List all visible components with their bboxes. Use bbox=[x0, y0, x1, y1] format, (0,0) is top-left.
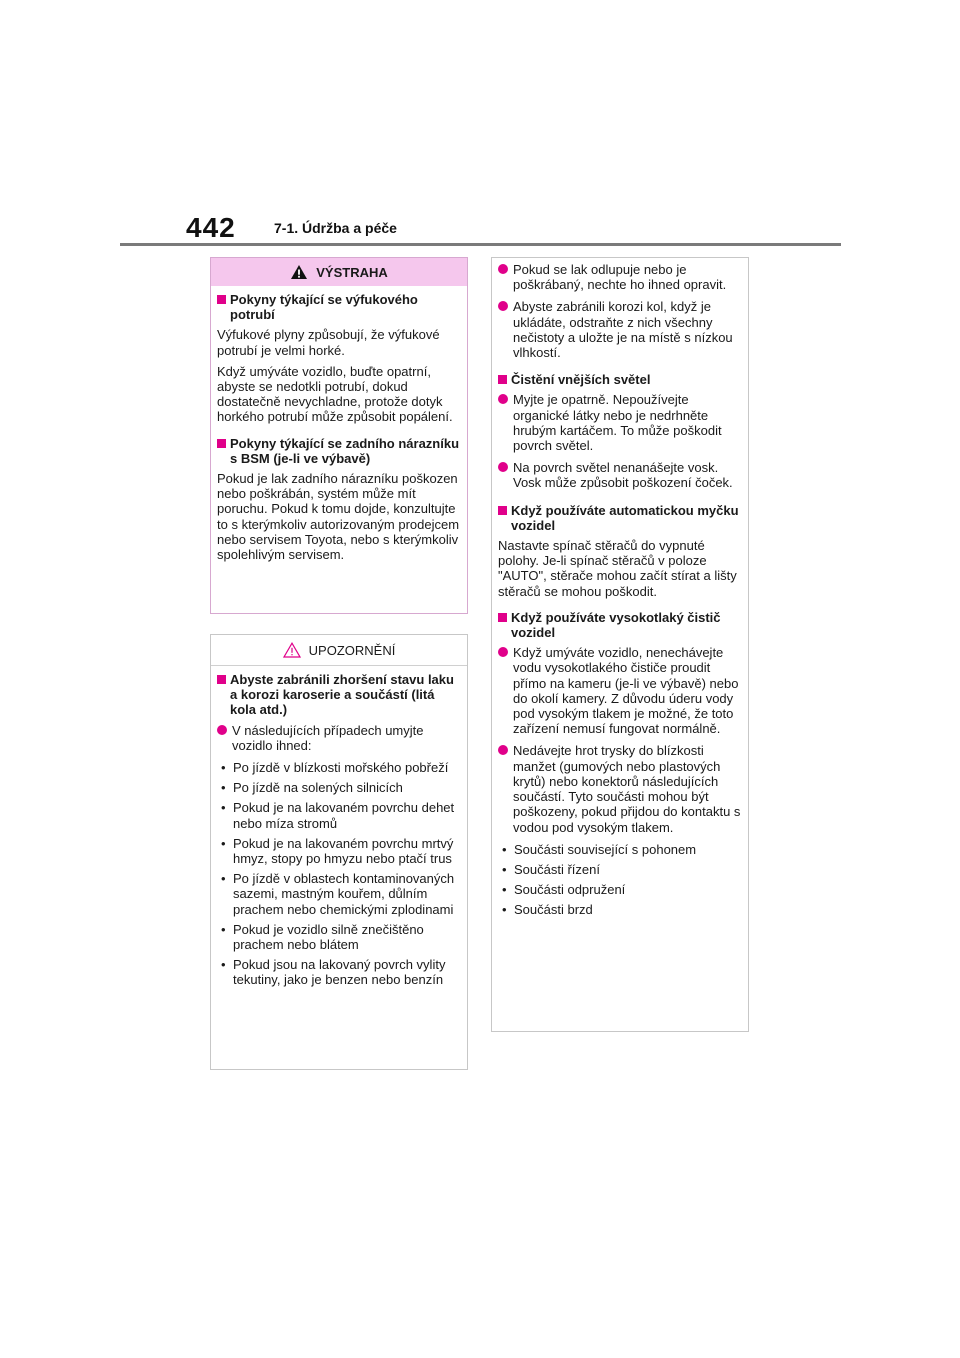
carwash-heading: Když používáte automatickou myčku vozidel bbox=[498, 503, 742, 533]
square-bullet-icon bbox=[498, 506, 507, 515]
square-bullet-icon bbox=[217, 295, 226, 304]
list-item: • Po jízdě na solených silnicích bbox=[221, 780, 403, 796]
right-bullet: Pokud se lak odlupuje nebo je poškrábaný, nechte ho ihned opravit. bbox=[498, 262, 742, 292]
warning-heading-bumper: Pokyny týkající se zadního nárazníku s BSM (je-li ve výbavě) bbox=[217, 436, 461, 466]
caution-triangle-icon bbox=[283, 642, 301, 658]
list-item: • Pokud je na lakovaném povrchu mrtvý hmyz, stopy po hmyzu nebo ptačí trus bbox=[221, 835, 454, 867]
square-bullet-icon bbox=[498, 613, 507, 622]
caution-title: UPOZORNĚNÍ bbox=[308, 642, 396, 658]
carwash-paragraph: Nastavte spínač stěračů do vypnuté polohy. Je-li spínač stěračů v poloze "AUTO", stěrače mohou začít stírat a lišty stěračů se mohou poškodit. bbox=[498, 538, 737, 599]
header-rule bbox=[120, 243, 841, 246]
list-item: • Pokud je na lakovaném povrchu dehet nebo míza stromů bbox=[221, 800, 455, 831]
section-title: 7-1. Údržba a péče bbox=[274, 220, 397, 236]
warning-paragraph: Výfukové plyny způsobují, že výfukové potrubí je velmi horké. bbox=[217, 327, 440, 358]
list-item: • Součásti odpružení bbox=[502, 882, 626, 898]
right-bullet: Na povrch světel nenanášejte vosk. Vosk může způsobit poškození čoček. bbox=[498, 460, 742, 490]
warning-paragraph: Pokud je lak zadního nárazníku poškozen nebo poškrábán, systém může mít poruchu. Pokud k tomu dojde, konzultujte to s kterýmkoliv autorizovaným prodejcem nebo servisem Toyota, nebo s kterýmkoliv spolehlivým servisem. bbox=[217, 471, 460, 563]
square-bullet-icon bbox=[217, 675, 226, 684]
list-item: • Součásti řízení bbox=[502, 861, 600, 877]
list-item: • Po jízdě v blízkosti mořského pobřeží bbox=[221, 760, 449, 776]
page-number: 442 bbox=[186, 212, 236, 243]
warning-heading-exhaust: Pokyny týkající se výfukového potrubí bbox=[217, 292, 461, 322]
list-item: • Po jízdě v oblastech kontaminovaných sazemi, mastným kouřem, důlním prachem nebo chemickými zplodinami bbox=[221, 871, 455, 917]
round-bullet-icon bbox=[498, 647, 508, 657]
continued-caution-box bbox=[491, 257, 749, 1032]
pressure-washer-heading: Když používáte vysokotlaký čistič vozidel bbox=[498, 610, 742, 640]
list-item: • Součásti brzd bbox=[502, 902, 593, 918]
round-bullet-icon bbox=[498, 745, 508, 755]
round-bullet-icon bbox=[498, 301, 508, 311]
caution-bullet: V následujících případech umyjte vozidlo ihned: bbox=[217, 723, 461, 753]
lights-heading: Čistění vnějších světel bbox=[498, 372, 742, 387]
caution-heading: Abyste zabránili zhoršení stavu laku a korozi karoserie a součástí (litá kola atd.) bbox=[217, 672, 461, 718]
list-item: • Pokud jsou na lakovaný povrch vylity tekutiny, jako je benzen nebo benzín bbox=[221, 957, 446, 988]
square-bullet-icon bbox=[498, 375, 507, 384]
right-bullet: Abyste zabránili korozi kol, když je ukládáte, odstraňte z nich všechny nečistoty a uložte je na místě s nízkou vlhkostí. bbox=[498, 299, 742, 360]
caution-header bbox=[211, 635, 467, 666]
caution-box bbox=[210, 634, 468, 1070]
warning-header bbox=[211, 258, 467, 286]
round-bullet-icon bbox=[498, 462, 508, 472]
warning-title: VÝSTRAHA bbox=[316, 264, 388, 280]
round-bullet-icon bbox=[498, 394, 508, 404]
warning-triangle-icon bbox=[290, 264, 308, 280]
list-item: • Součásti související s pohonem bbox=[502, 841, 697, 857]
round-bullet-icon bbox=[217, 725, 227, 735]
warning-paragraph: Když umýváte vozidlo, buďte opatrní, abyste se nedotkli potrubí, dokud dostatečně nevychladne, protože dotyk horkého potrubí může způsobit popálení. bbox=[217, 363, 453, 425]
square-bullet-icon bbox=[217, 439, 226, 448]
list-item: • Pokud je vozidlo silně znečištěno prachem nebo blátem bbox=[221, 921, 424, 953]
round-bullet-icon bbox=[498, 264, 508, 274]
right-bullet: Nedávejte hrot trysky do blízkosti manžet (gumových nebo plastových krytů) nebo konektorů následujících součástí. Tyto součásti mohou být poškozeny, pokud přijdou do kontaktu s vodou pod vysokým tlakem. bbox=[498, 743, 742, 834]
right-bullet: Myjte je opatrně. Nepoužívejte organické látky nebo je nedrhněte hrubým kartáčem. To může poškodit povrch světel. bbox=[498, 392, 742, 453]
warning-box bbox=[210, 257, 468, 614]
right-bullet: Když umýváte vozidlo, nenechávejte vodu vysokotlakého čističe proudit přímo na kameru (je-li ve výbavě) nebo do okolí kamery. Z důvodu úderu vody pod vysokým tlakem je možné, že toto zařízení nemusí fungovat normálně. bbox=[498, 645, 742, 736]
